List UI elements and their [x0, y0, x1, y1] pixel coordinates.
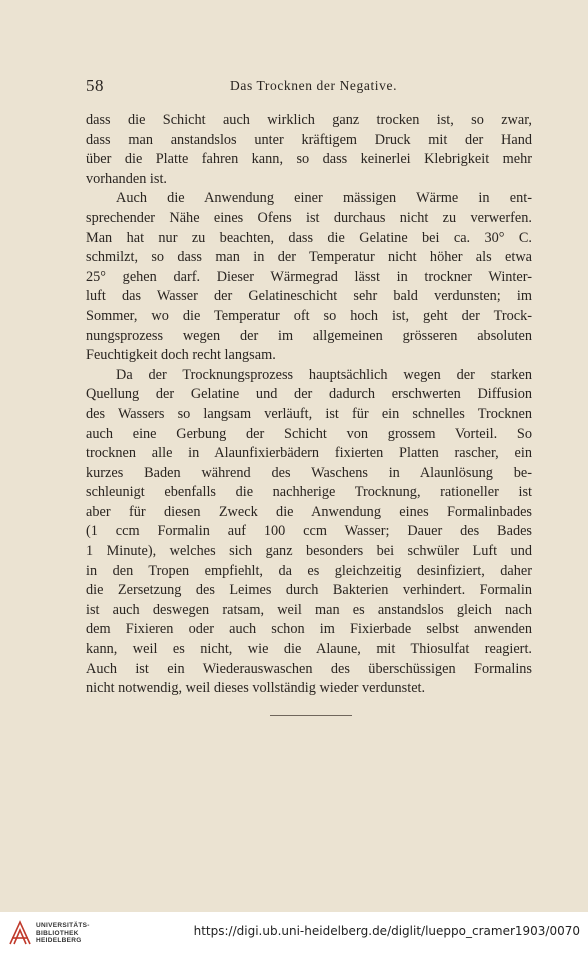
text-line: kann, weil es nicht, wie die Alaune, mit Thiosulfat reagiert.	[86, 641, 532, 658]
text-line: Man hat nur zu beachten, dass die Gelatine bei ca. 30° C.	[86, 229, 532, 246]
text-line: auch eine Gerbung der Schicht von grossem Vorteil. So	[86, 425, 532, 442]
text-line: luft das Wasser der Gelatineschicht sehr bald verdunsten; im	[86, 288, 532, 305]
text-line: 1 Minute), welches sich ganz besonders bei schwüler Luft und	[86, 543, 532, 560]
library-name-line: BIBLIOTHEK	[36, 929, 79, 937]
text-line: Da der Trocknungsprozess hauptsächlich wegen der starken	[116, 366, 532, 383]
text-line: kurzes Baden während des Waschens in Alaunlösung be-	[86, 464, 532, 481]
library-logo-icon[interactable]	[8, 920, 32, 946]
text-line: sprechender Nähe eines Ofens ist durchaus nicht zu verwerfen.	[86, 209, 532, 226]
text-line: dem Fixieren oder auch schon im Fixierbade selbst anwenden	[86, 621, 532, 638]
text-line: trocknen alle in Alaunfixierbädern fixierten Platten rascher, ein	[86, 445, 532, 462]
footer-bar	[0, 912, 588, 954]
text-line: schmilzt, so dass man in der Temperatur nicht höher als etwa	[86, 249, 532, 266]
text-line: schleunigt ebenfalls die nachherige Trocknung, rationeller ist	[86, 484, 532, 501]
text-line: in den Tropen empfiehlt, da es gleichzeitig desinfiziert, daher	[86, 562, 532, 579]
library-name-line: HEIDELBERG	[36, 937, 82, 944]
text-line: des Wassers so langsam verläuft, ist für ein schnelles Trocknen	[86, 405, 532, 422]
text-line: Auch die Anwendung einer mässigen Wärme in ent-	[116, 190, 532, 207]
text-line: Auch ist ein Wiederauswaschen des überschüssigen Formalins	[86, 660, 532, 677]
text-line: Quellung der Gelatine und der dadurch erschwerten Diffusion	[86, 386, 532, 403]
text-line: Sommer, wo die Temperatur oft so hoch ist, geht der Trock-	[86, 307, 532, 324]
text-line: (1 ccm Formalin auf 100 ccm Wasser; Dauer des Bades	[86, 523, 532, 540]
page-header	[86, 74, 532, 96]
section-divider	[270, 715, 352, 716]
text-line: ist auch deswegen ratsam, weil man es anstandslos gleich nach	[86, 601, 532, 618]
text-line: 25° gehen darf. Dieser Wärmegrad lässt in trockner Winter-	[86, 268, 532, 285]
text-line: über die Platte fahren kann, so dass keinerlei Klebrigkeit mehr	[86, 151, 532, 168]
text-line: aber für diesen Zweck die Anwendung eines Formalinbades	[86, 503, 532, 520]
text-line: nungsprozess wegen der im allgemeinen grösseren absoluten	[86, 327, 532, 344]
body-text	[86, 111, 532, 699]
text-line: dass die Schicht auch wirklich ganz trocken ist, so zwar,	[86, 112, 532, 128]
text-line: nicht notwendig, weil dieses vollständig wieder verdunstet.	[86, 680, 426, 697]
page-number: 58	[86, 76, 104, 95]
text-line: die Zersetzung des Leimes durch Bakterien verhindert. Formalin	[86, 582, 532, 599]
source-url-link[interactable]: https://digi.ub.uni-heidelberg.de/diglit/lueppo_cramer1903/0070	[193, 924, 580, 938]
text-line: vorhanden ist.	[86, 170, 167, 187]
text-line: Feuchtigkeit doch recht langsam.	[86, 347, 276, 364]
library-name-line: UNIVERSITÄTS-	[36, 922, 90, 929]
running-head: Das Trocknen der Negative.	[230, 78, 398, 93]
text-line: dass man anstandslos unter kräftigem Druck mit der Hand	[86, 131, 532, 148]
library-name	[36, 922, 90, 945]
